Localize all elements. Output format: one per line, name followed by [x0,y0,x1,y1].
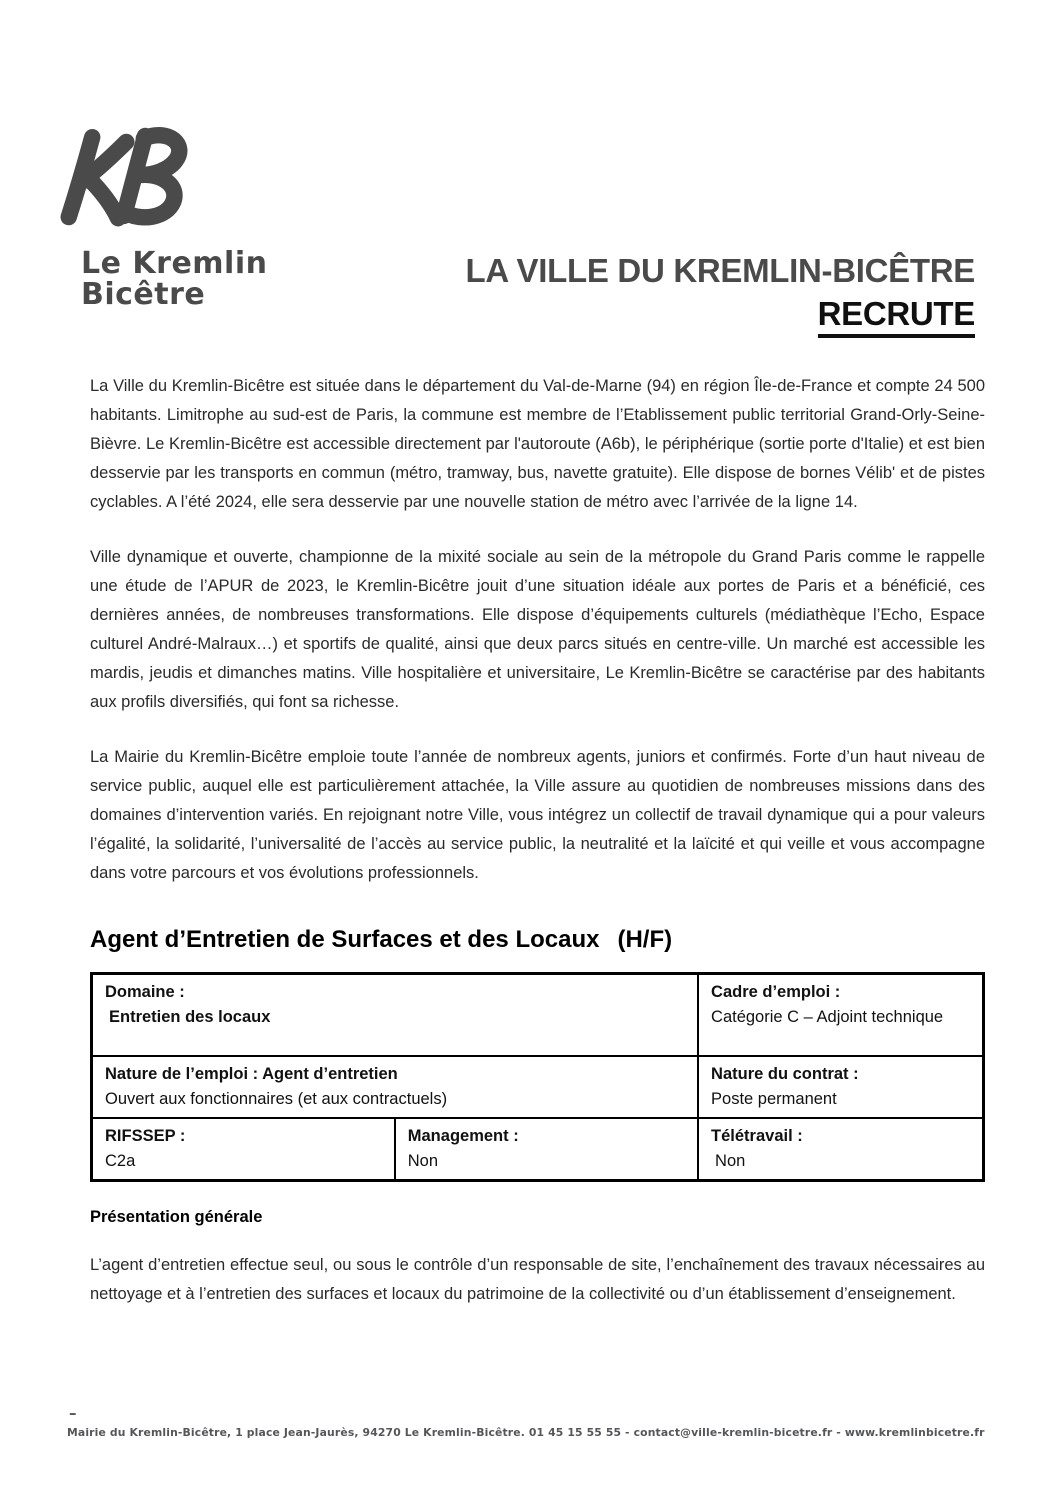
main-content [90,372,985,1326]
teletravail-cell [698,1118,983,1181]
cadre-emploi-cell [698,974,983,1057]
domaine-value: Entretien des locaux [109,1008,271,1026]
job-title-hf: (H/F) [617,926,673,953]
logo-city-name-line2: Bicêtre [81,277,206,312]
presentation-paragraph: L’agent d’entretien effectue seul, ou sous le contrôle d’un responsable de site, l’enchaînement des travaux nécessaires au nettoyage et à l’entretien des surfaces et locaux du patrimoine de la collectivité ou d’un établissement d’enseignement. [90,1256,985,1303]
cadre-emploi-value: Catégorie C – Adjoint technique [711,1008,944,1026]
rifssep-value: C2a [105,1152,136,1170]
job-specs-table [90,972,985,1182]
cadre-emploi-label: Cadre d’emploi : [711,983,841,1001]
header [466,252,976,338]
job-title [90,926,985,954]
presentation-heading: Présentation générale [90,1208,263,1226]
table-row-3 [92,1118,984,1181]
teletravail-value: Non [715,1152,746,1170]
teletravail-label: Télétravail : [711,1127,803,1145]
nature-emploi-label: Nature de l’emploi : Agent d’entretien [105,1065,398,1083]
logo-city-name [81,248,267,310]
nature-contrat-value: Poste permanent [711,1090,837,1108]
nature-emploi-value: Ouvert aux fonctionnaires (et aux contractuels) [105,1090,448,1108]
intro-paragraph-3: La Mairie du Kremlin-Bicêtre emploie toute l’année de nombreux agents, juniors et confirmés. Forte d’un haut niveau de service public, auquel elle est particulièrement attachée, la Ville assure au quotidien de nombreuses missions dans des domaines d’intervention variés. En rejoignant notre Ville, vous intégrez un collectif de travail dynamique qui a pour valeurs l’égalité, la solidarité, l’universalité de l’accès au service public, la neutralité et la laïcité et qui veille et vous accompagne dans votre parcours et vos évolutions professionnels. [90,748,985,882]
domaine-label: Domaine : [105,983,185,1001]
domaine-cell [92,974,699,1057]
footer-text: Mairie du Kremlin-Bicêtre, 1 place Jean-Jaurès, 94270 Le Kremlin-Bicêtre. 01 45 15 55 55 - contact@ville-kremlin-bicetre.fr - www.kremlinbicetre.fr [67,1426,985,1439]
management-cell [395,1118,698,1181]
management-label: Management : [407,1127,519,1145]
job-title-main: Agent d’Entretien de Surfaces et des Locaux [90,926,600,953]
table-row-1 [92,974,984,1057]
table-row-2 [92,1056,984,1118]
kb-logo [57,124,267,310]
nature-contrat-cell [698,1056,983,1118]
rifssep-label: RIFSSEP : [105,1127,186,1145]
footer [67,1404,985,1439]
nature-contrat-label: Nature du contrat : [711,1065,859,1083]
intro-paragraph-2: Ville dynamique et ouverte, championne de la mixité sociale au sein de la métropole du Grand Paris comme le rappelle une étude de l’APUR de 2023, le Kremlin-Bicêtre jouit d’une situation idéale aux portes de Paris et a bénéficié, ces dernières années, de nombreuses transformations. Elle dispose d’équipements culturels (médiathèque l’Echo, Espace culturel André-Malraux…) et sportifs de qualité, ainsi que deux parcs situés en centre-ville. Un marché est accessible les mardis, jeudis et dimanches matins. Ville hospitalière et universitaire, Le Kremlin-Bicêtre se caractérise par des habitants aux profils diversifiés, qui font sa richesse. [90,548,985,711]
nature-emploi-cell [92,1056,699,1118]
management-value: Non [407,1152,439,1170]
logo-city-name-line1: Le Kremlin [81,246,268,281]
footer-dash: – [69,1404,77,1422]
rifssep-cell [92,1118,395,1181]
kb-monogram-icon [57,124,267,242]
header-title: LA VILLE DU KREMLIN-BICÊTRE [465,252,975,289]
intro-paragraph-1: La Ville du Kremlin-Bicêtre est située dans le département du Val-de-Marne (94) en région Île-de-France et compte 24 500 habitants. Limitrophe au sud-est de Paris, la commune est membre de l’Etablissement public territorial Grand-Orly-Seine-Bièvre. Le Kremlin-Bicêtre est accessible directement par l'autoroute (A6b), le périphérique (sortie porte d'Italie) et est bien desservie par les transports en commun (métro, tramway, bus, navette gratuite). Elle dispose de bornes Vélib' et de pistes cyclables. A l’été 2024, elle sera desservie par une nouvelle station de métro avec l’arrivée de la ligne 14. [90,377,985,511]
header-recrute: RECRUTE [818,295,975,338]
